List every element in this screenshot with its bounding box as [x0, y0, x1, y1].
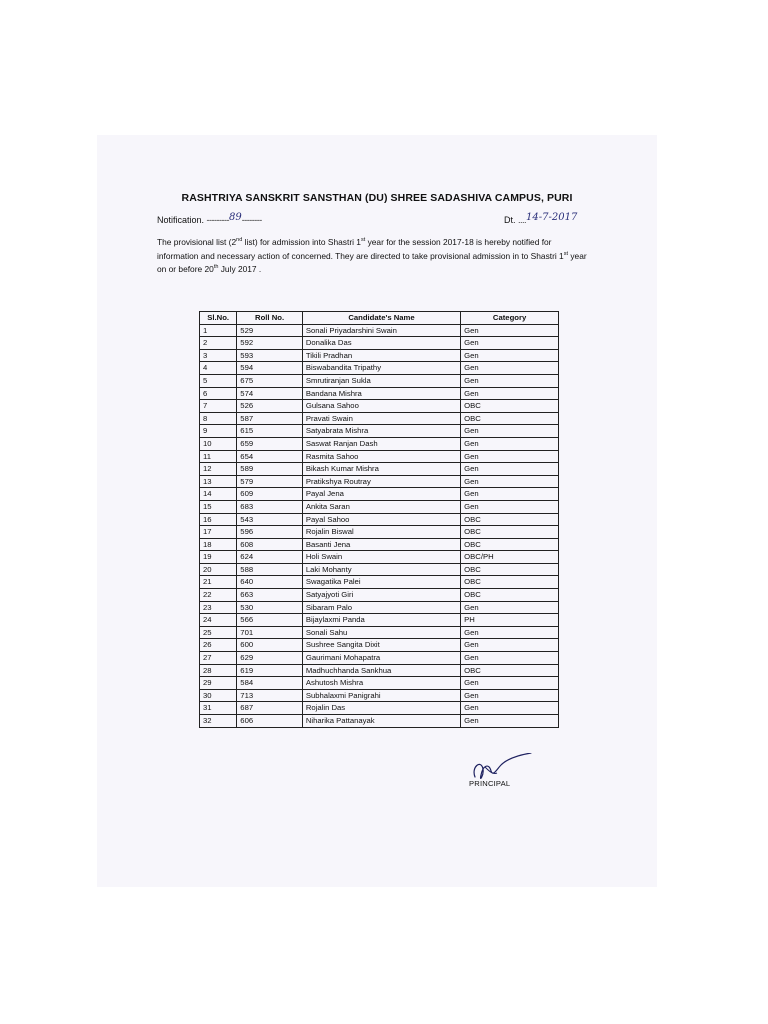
- cell-candidate-name: Ashutosh Mishra: [302, 677, 460, 690]
- date-dashes: ....: [518, 215, 527, 225]
- cell-category: OBC: [461, 576, 559, 589]
- cell-roll-no: 683: [237, 500, 303, 513]
- cell-roll-no: 629: [237, 652, 303, 665]
- cell-roll-no: 574: [237, 387, 303, 400]
- table-header-row: [200, 312, 559, 325]
- cell-candidate-name: Rojalin Das: [302, 702, 460, 715]
- table-row: [200, 374, 559, 387]
- cell-roll-no: 594: [237, 362, 303, 375]
- cell-candidate-name: Subhalaxmi Panigrahi: [302, 689, 460, 702]
- cell-category: Gen: [461, 715, 559, 728]
- table-row: [200, 589, 559, 602]
- cell-roll-no: 526: [237, 400, 303, 413]
- header-sl-no: Sl.No.: [200, 312, 237, 325]
- cell-sl-no: 25: [200, 626, 237, 639]
- cell-candidate-name: Ankita Saran: [302, 500, 460, 513]
- table-row: [200, 488, 559, 501]
- cell-sl-no: 28: [200, 664, 237, 677]
- cell-sl-no: 32: [200, 715, 237, 728]
- table-row: [200, 677, 559, 690]
- cell-candidate-name: Rasmita Sahoo: [302, 450, 460, 463]
- cell-roll-no: 663: [237, 589, 303, 602]
- table-body: [200, 324, 559, 727]
- cell-roll-no: 587: [237, 412, 303, 425]
- table-row: [200, 639, 559, 652]
- cell-candidate-name: Rojalin Biswal: [302, 526, 460, 539]
- cell-roll-no: 606: [237, 715, 303, 728]
- cell-category: OBC: [461, 513, 559, 526]
- table-row: [200, 626, 559, 639]
- header-candidate-name: Candidate's Name: [302, 312, 460, 325]
- table-row: [200, 563, 559, 576]
- notification-dashes: ---------: [206, 215, 230, 225]
- notification-line: [157, 212, 262, 226]
- cell-category: Gen: [461, 337, 559, 350]
- cell-roll-no: 608: [237, 538, 303, 551]
- cell-candidate-name: Saswat Ranjan Dash: [302, 437, 460, 450]
- table-row: [200, 400, 559, 413]
- notification-number: 89: [229, 212, 242, 223]
- cell-candidate-name: Gulsana Sahoo: [302, 400, 460, 413]
- notice-paragraph: The provisional list (2nd list) for admission into Shastri 1st year for the session 2017-18 is hereby notified for information and necessary action of concerned. They are directed to take provisional admission in to Shastri 1st year on or before 20th July 2017 .: [157, 237, 587, 275]
- cell-roll-no: 566: [237, 614, 303, 627]
- cell-sl-no: 24: [200, 614, 237, 627]
- cell-sl-no: 30: [200, 689, 237, 702]
- cell-sl-no: 7: [200, 400, 237, 413]
- cell-roll-no: 529: [237, 324, 303, 337]
- cell-roll-no: 589: [237, 463, 303, 476]
- cell-category: Gen: [461, 601, 559, 614]
- cell-category: Gen: [461, 702, 559, 715]
- cell-category: Gen: [461, 374, 559, 387]
- cell-sl-no: 4: [200, 362, 237, 375]
- table-row: [200, 362, 559, 375]
- cell-category: Gen: [461, 677, 559, 690]
- principal-label: PRINCIPAL: [469, 779, 511, 788]
- cell-sl-no: 8: [200, 412, 237, 425]
- cell-candidate-name: Sibaram Palo: [302, 601, 460, 614]
- table-row: [200, 538, 559, 551]
- cell-roll-no: 588: [237, 563, 303, 576]
- cell-roll-no: 593: [237, 349, 303, 362]
- cell-sl-no: 16: [200, 513, 237, 526]
- cell-category: Gen: [461, 500, 559, 513]
- cell-sl-no: 3: [200, 349, 237, 362]
- cell-category: Gen: [461, 437, 559, 450]
- cell-candidate-name: Basanti Jena: [302, 538, 460, 551]
- cell-candidate-name: Payal Sahoo: [302, 513, 460, 526]
- cell-roll-no: 615: [237, 425, 303, 438]
- cell-candidate-name: Sonali Priyadarshini Swain: [302, 324, 460, 337]
- table-row: [200, 576, 559, 589]
- cell-roll-no: 530: [237, 601, 303, 614]
- cell-category: Gen: [461, 689, 559, 702]
- table-row: [200, 475, 559, 488]
- cell-sl-no: 22: [200, 589, 237, 602]
- table-row: [200, 652, 559, 665]
- cell-category: Gen: [461, 488, 559, 501]
- cell-category: Gen: [461, 639, 559, 652]
- cell-sl-no: 9: [200, 425, 237, 438]
- cell-category: Gen: [461, 349, 559, 362]
- cell-sl-no: 20: [200, 563, 237, 576]
- cell-candidate-name: Biswabandita Tripathy: [302, 362, 460, 375]
- cell-category: Gen: [461, 362, 559, 375]
- cell-candidate-name: Bijaylaxmi Panda: [302, 614, 460, 627]
- table-row: [200, 450, 559, 463]
- cell-candidate-name: Donalika Das: [302, 337, 460, 350]
- cell-roll-no: 687: [237, 702, 303, 715]
- cell-candidate-name: Bandana Mishra: [302, 387, 460, 400]
- table-row: [200, 412, 559, 425]
- cell-candidate-name: Tikili Pradhan: [302, 349, 460, 362]
- cell-sl-no: 23: [200, 601, 237, 614]
- header-roll-no: Roll No.: [237, 312, 303, 325]
- cell-roll-no: 713: [237, 689, 303, 702]
- header-category: Category: [461, 312, 559, 325]
- cell-roll-no: 592: [237, 337, 303, 350]
- cell-category: OBC: [461, 563, 559, 576]
- cell-roll-no: 600: [237, 639, 303, 652]
- cell-candidate-name: Pravati Swain: [302, 412, 460, 425]
- cell-sl-no: 29: [200, 677, 237, 690]
- cell-roll-no: 543: [237, 513, 303, 526]
- table-row: [200, 337, 559, 350]
- cell-category: OBC: [461, 664, 559, 677]
- table-row: [200, 437, 559, 450]
- cell-roll-no: 579: [237, 475, 303, 488]
- cell-candidate-name: Bikash Kumar Mishra: [302, 463, 460, 476]
- table-row: [200, 702, 559, 715]
- cell-sl-no: 21: [200, 576, 237, 589]
- cell-category: OBC: [461, 526, 559, 539]
- cell-sl-no: 12: [200, 463, 237, 476]
- cell-category: Gen: [461, 626, 559, 639]
- table-row: [200, 664, 559, 677]
- table-row: [200, 324, 559, 337]
- cell-category: Gen: [461, 652, 559, 665]
- table-row: [200, 526, 559, 539]
- cell-sl-no: 26: [200, 639, 237, 652]
- cell-category: PH: [461, 614, 559, 627]
- table-row: [200, 425, 559, 438]
- document-title: RASHTRIYA SANSKRIT SANSTHAN (DU) SHREE SADASHIVA CAMPUS, PURI: [181, 192, 573, 204]
- cell-roll-no: 675: [237, 374, 303, 387]
- cell-candidate-name: Swagatika Palei: [302, 576, 460, 589]
- cell-roll-no: 619: [237, 664, 303, 677]
- cell-candidate-name: Sushree Sangita Dixit: [302, 639, 460, 652]
- cell-candidate-name: Pratikshya Routray: [302, 475, 460, 488]
- cell-sl-no: 11: [200, 450, 237, 463]
- table-row: [200, 500, 559, 513]
- admission-list-table: [199, 311, 559, 728]
- table-row: [200, 349, 559, 362]
- cell-candidate-name: Laki Mohanty: [302, 563, 460, 576]
- cell-sl-no: 5: [200, 374, 237, 387]
- table-row: [200, 715, 559, 728]
- cell-sl-no: 2: [200, 337, 237, 350]
- cell-category: Gen: [461, 324, 559, 337]
- date-line: [504, 212, 578, 226]
- cell-category: Gen: [461, 475, 559, 488]
- cell-sl-no: 6: [200, 387, 237, 400]
- cell-category: OBC: [461, 538, 559, 551]
- cell-sl-no: 17: [200, 526, 237, 539]
- cell-roll-no: 701: [237, 626, 303, 639]
- cell-sl-no: 13: [200, 475, 237, 488]
- cell-candidate-name: Madhuchhanda Sankhua: [302, 664, 460, 677]
- table-row: [200, 689, 559, 702]
- notification-label: Notification.: [157, 215, 205, 225]
- document-page: [97, 135, 657, 887]
- table-row: [200, 551, 559, 564]
- date-value: 14-7-2017: [526, 212, 578, 223]
- cell-roll-no: 584: [237, 677, 303, 690]
- cell-category: OBC: [461, 589, 559, 602]
- cell-sl-no: 10: [200, 437, 237, 450]
- cell-candidate-name: Smrutiranjan Sukla: [302, 374, 460, 387]
- cell-roll-no: 609: [237, 488, 303, 501]
- cell-sl-no: 1: [200, 324, 237, 337]
- cell-candidate-name: Satyajyoti Giri: [302, 589, 460, 602]
- cell-candidate-name: Payal Jena: [302, 488, 460, 501]
- table-row: [200, 614, 559, 627]
- cell-candidate-name: Satyabrata Mishra: [302, 425, 460, 438]
- table-row: [200, 601, 559, 614]
- cell-sl-no: 18: [200, 538, 237, 551]
- cell-category: Gen: [461, 387, 559, 400]
- cell-candidate-name: Holi Swain: [302, 551, 460, 564]
- cell-category: Gen: [461, 450, 559, 463]
- cell-sl-no: 31: [200, 702, 237, 715]
- cell-roll-no: 654: [237, 450, 303, 463]
- cell-category: OBC/PH: [461, 551, 559, 564]
- cell-category: Gen: [461, 463, 559, 476]
- table-row: [200, 513, 559, 526]
- cell-candidate-name: Niharika Pattanayak: [302, 715, 460, 728]
- cell-candidate-name: Sonali Sahu: [302, 626, 460, 639]
- cell-sl-no: 14: [200, 488, 237, 501]
- cell-roll-no: 659: [237, 437, 303, 450]
- cell-roll-no: 624: [237, 551, 303, 564]
- cell-roll-no: 640: [237, 576, 303, 589]
- table-row: [200, 387, 559, 400]
- cell-sl-no: 27: [200, 652, 237, 665]
- notification-dashes-trailing: --------: [241, 215, 262, 225]
- cell-category: OBC: [461, 412, 559, 425]
- cell-roll-no: 596: [237, 526, 303, 539]
- date-label: Dt.: [504, 215, 516, 225]
- table-row: [200, 463, 559, 476]
- cell-sl-no: 19: [200, 551, 237, 564]
- cell-category: Gen: [461, 425, 559, 438]
- cell-sl-no: 15: [200, 500, 237, 513]
- cell-category: OBC: [461, 400, 559, 413]
- cell-candidate-name: Gaurimani Mohapatra: [302, 652, 460, 665]
